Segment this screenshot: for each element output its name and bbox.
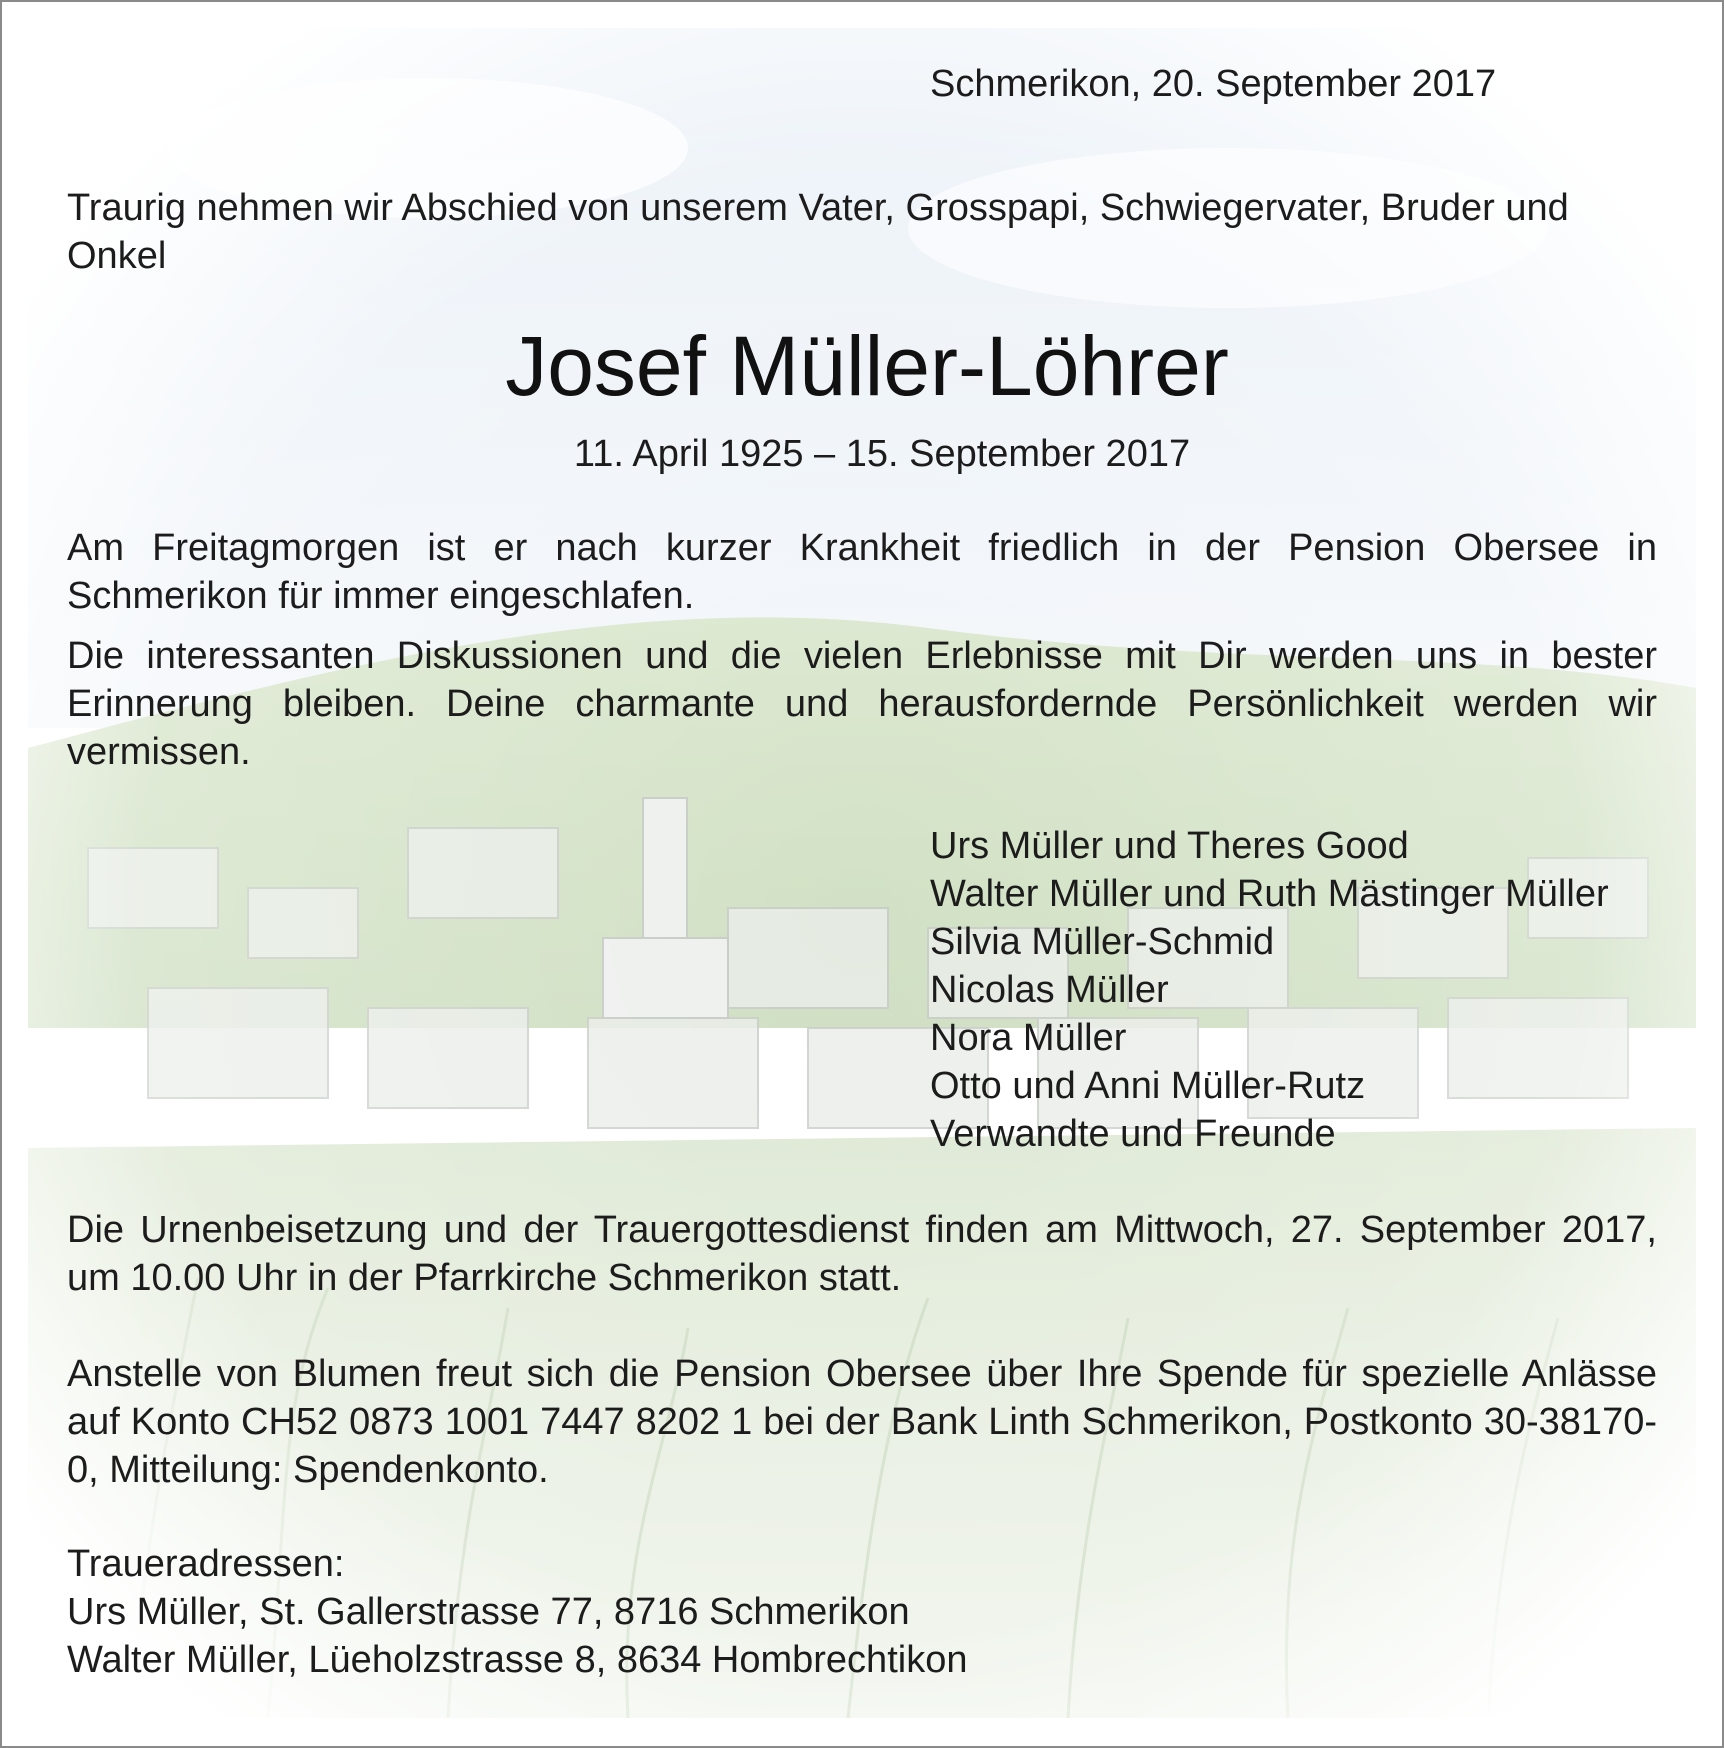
mourner-item: Silvia Müller-Schmid xyxy=(930,921,1275,963)
address-line: Urs Müller, St. Gallerstrasse 77, 8716 Schmerikon xyxy=(67,1591,910,1633)
mourner-item: Walter Müller und Ruth Mästinger Müller xyxy=(930,873,1609,915)
deceased-name: Josef Müller-Löhrer xyxy=(505,319,1229,413)
addresses-heading: Traueradressen: xyxy=(67,1543,345,1585)
passing-paragraph: Am Freitagmorgen ist er nach kurzer Krankheit friedlich in der Pension Obersee in Schmerikon für immer eingeschlafen. xyxy=(67,527,1657,617)
mourner-item: Nora Müller xyxy=(930,1017,1127,1059)
donation-info: Anstelle von Blumen freut sich die Pension Obersee über Ihre Spende für spezielle Anlässe auf Konto CH52 0873 1001 7447 8202 1 bei der Bank Linth Schmerikon, Postkonto 30-38170-0, Mitteilung: Spendenkonto. xyxy=(67,1353,1657,1491)
mourners-list xyxy=(930,822,1609,1158)
condolence-addresses xyxy=(67,1540,967,1684)
intro-text: Traurig nehmen wir Abschied von unserem Vater, Grosspapi, Schwiegervater, Bruder und Onkel xyxy=(67,187,1569,277)
memory-paragraph: Die interessanten Diskussionen und die vielen Erlebnisse mit Dir werden uns in bester Erinnerung bleiben. Deine charmante und herausfordernde Persönlichkeit werden wir vermissen. xyxy=(67,635,1657,773)
life-dates: 11. April 1925 – 15. September 2017 xyxy=(573,433,1191,475)
mourner-item: Urs Müller und Theres Good xyxy=(930,825,1409,867)
place-date: Schmerikon, 20. September 2017 xyxy=(930,63,1497,105)
mourner-item: Otto und Anni Müller-Rutz xyxy=(930,1065,1366,1107)
address-line: Walter Müller, Lüeholzstrasse 8, 8634 Hombrechtikon xyxy=(67,1639,968,1681)
mourner-item: Verwandte und Freunde xyxy=(930,1113,1336,1155)
mourner-item: Nicolas Müller xyxy=(930,969,1169,1011)
funeral-info: Die Urnenbeisetzung und der Trauergottesdienst finden am Mittwoch, 27. September 2017, um 10.00 Uhr in der Pfarrkirche Schmerikon statt. xyxy=(67,1209,1657,1299)
